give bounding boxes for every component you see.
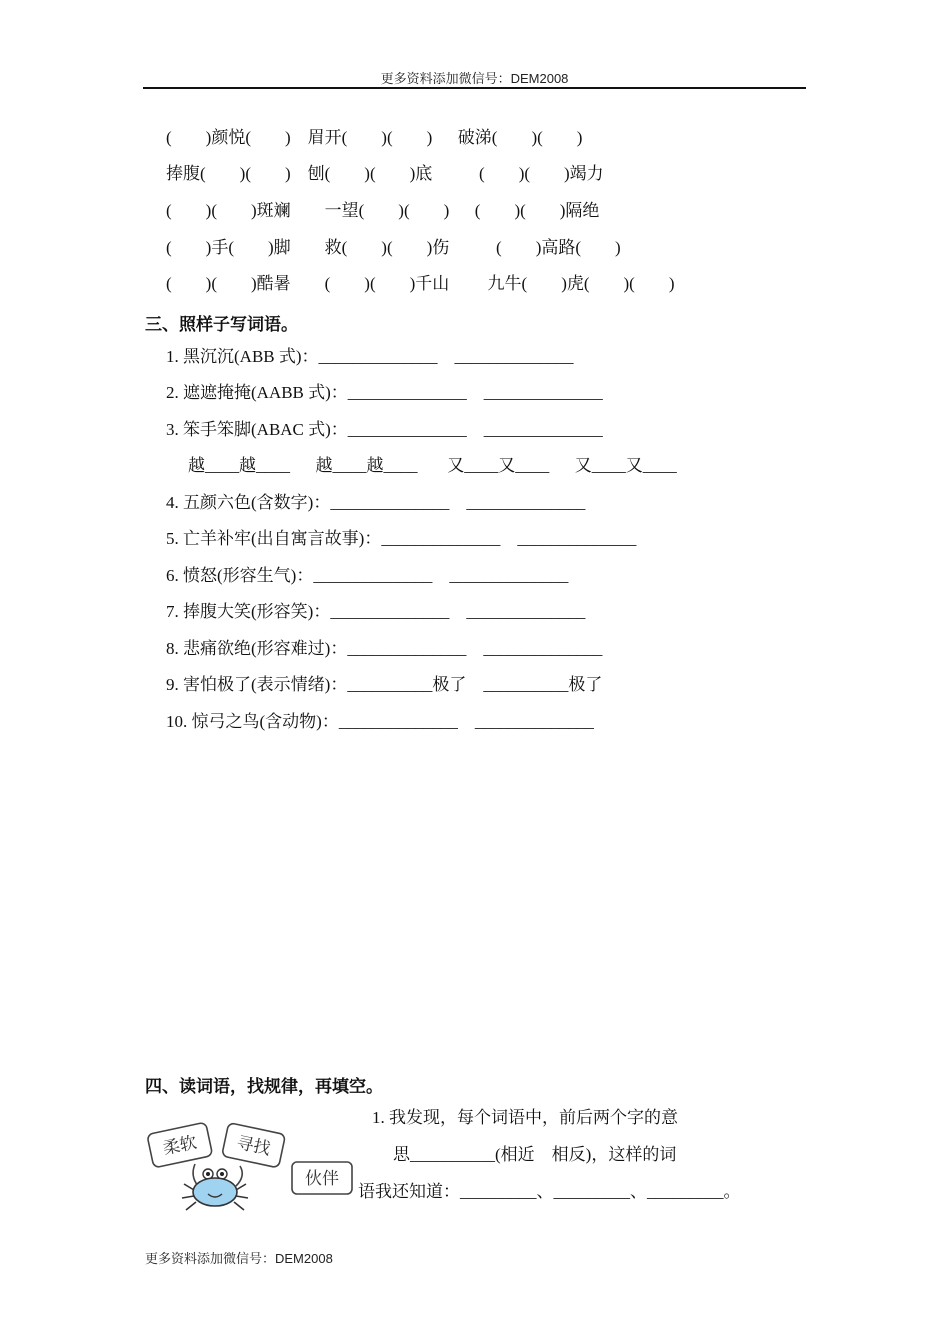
exercise-item: 4. 五颜六色(含数字)：______________ ______________	[166, 493, 586, 512]
section-4-title: 四、读词语，找规律，再填空。	[145, 1077, 383, 1097]
exercise-item: 5. 亡羊补牢(出自寓言故事)：______________ ______________	[166, 529, 637, 548]
exercise-item: 10. 惊弓之鸟(含动物)：______________ ______________	[166, 712, 594, 731]
fill-row: ( )( )斑斓 一望( )( ) ( )( )隔绝	[166, 201, 600, 220]
crab-picture	[140, 1118, 360, 1218]
exercise-item: 8. 悲痛欲绝(形容难过)：______________ ______________	[166, 639, 603, 658]
card-text: 伙伴	[305, 1169, 339, 1189]
section-4-line: 思__________(相近 相反)，这样的词	[393, 1145, 677, 1164]
exercise-pattern-row: 越____越____ 越____越____ 又____又____ 又____又____	[188, 456, 677, 475]
sign-right-text: 寻找	[234, 1132, 273, 1160]
exercise-item: 6. 愤怒(形容生气)：______________ ______________	[166, 566, 569, 585]
header-divider	[143, 87, 806, 89]
exercise-item: 1. 黑沉沉(ABB 式)：______________ ______________	[166, 347, 574, 366]
section-3-title: 三、照样子写词语。	[145, 315, 298, 335]
section-4-line: 语我还知道：_________、_________、_________。	[358, 1182, 741, 1201]
section-4-line: 1. 我发现，每个词语中，前后两个字的意	[372, 1108, 678, 1127]
exercise-item: 3. 笨手笨脚(ABAC 式)：______________ ______________	[166, 420, 603, 439]
exercise-item: 2. 遮遮掩掩(AABB 式)：______________ ______________	[166, 383, 603, 402]
page-footer: 更多资料添加微信号：DEM2008	[145, 1251, 333, 1266]
exercise-item: 9. 害怕极了(表示情绪)：__________极了 __________极了	[166, 675, 603, 694]
page-header: 更多资料添加微信号：DEM2008	[380, 71, 569, 86]
sign-left-text: 柔软	[161, 1132, 199, 1160]
fill-row: ( )( )酷暑 ( )( )千山 九牛( )虎( )( )	[166, 274, 675, 293]
crab-illustration	[140, 1118, 360, 1218]
fill-row: ( )手( )脚 救( )( )伤 ( )高路( )	[166, 238, 621, 257]
fill-row: 捧腹( )( ) 刨( )( )底 ( )( )竭力	[166, 164, 604, 183]
fill-row: ( )颜悦( ) 眉开( )( ) 破涕( )( )	[166, 128, 583, 147]
exercise-item: 7. 捧腹大笑(形容笑)：______________ ______________	[166, 602, 586, 621]
